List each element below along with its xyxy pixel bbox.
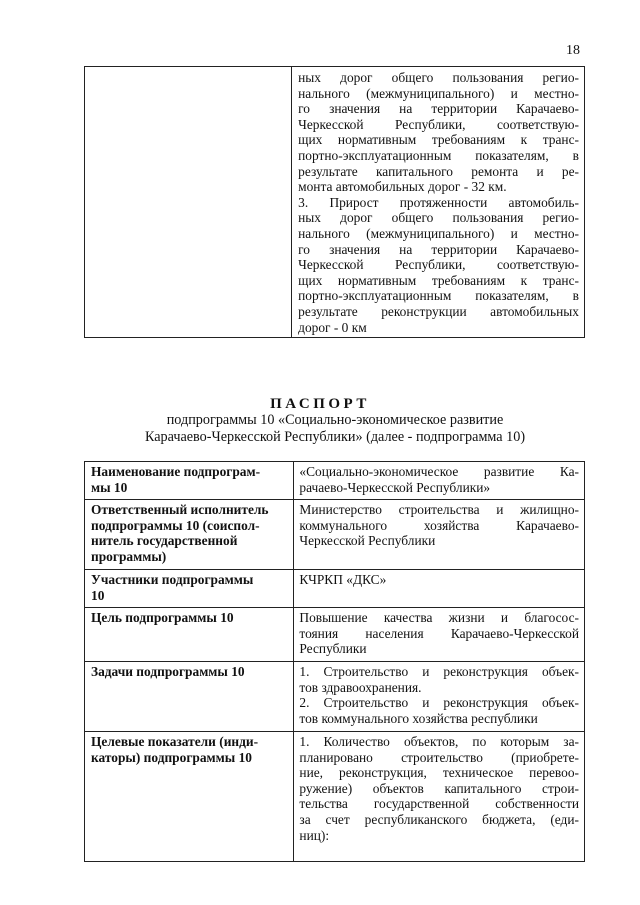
value-line: Министерство строительства и жилищно- <box>299 502 579 517</box>
subtitle-line: Карачаево-Черкесской Республики» (далее - подпрограмма 10) <box>144 429 526 445</box>
value-line: тояния населения Карачаево-Черкесской <box>299 625 579 641</box>
label-line: Целевые показатели (инди- <box>91 734 259 749</box>
subtitle-line: подпрограммы 10 «Социально-экономическое развитие <box>166 412 504 428</box>
label-line: Наименование подпрограм- <box>91 464 261 479</box>
text-line: нального (межмуниципального) и местно- <box>298 225 579 241</box>
value-line: 1. Строительство и реконструкция объек- <box>299 664 579 679</box>
value-line: Республики <box>299 641 367 657</box>
value-line: ние, реконструкция, техническое перевоо- <box>299 765 579 781</box>
text-line: 3. Прирост протяженности автомобиль- <box>298 194 579 210</box>
text-line: нального (межмуниципального) и местно- <box>298 85 579 101</box>
label-line: мы 10 <box>91 479 128 495</box>
label-line: программы) <box>91 548 167 564</box>
text-line: монта автомобильных дорог - 32 км. <box>298 179 507 195</box>
value-line: Черкесской Республики <box>299 533 436 549</box>
value-line: коммунального хозяйства Карачаево- <box>299 517 579 533</box>
value-line: рачаево-Черкесской Республики» <box>299 479 491 495</box>
value-line: ниц): <box>299 827 330 843</box>
row-label <box>85 662 294 732</box>
continuation-table <box>84 66 585 338</box>
label-line: Участники подпрограммы <box>91 572 254 587</box>
value-line: планировано строительство (приобрете- <box>299 749 579 765</box>
text-line: го значения на территории Карачаево- <box>298 241 579 257</box>
row-label <box>85 500 294 570</box>
row-value <box>294 462 585 500</box>
text-line: го значения на территории Карачаево- <box>298 101 579 117</box>
row-label <box>85 608 294 662</box>
row-value <box>294 570 585 608</box>
value-line: Повышение качества жизни и благосос- <box>299 610 579 625</box>
value-line: 1. Количество объектов, по которым за- <box>299 734 579 749</box>
label-line: Задачи подпрограммы 10 <box>91 664 245 679</box>
row-value <box>294 608 585 662</box>
label-line: нитель государственной <box>91 533 238 549</box>
table-row <box>85 462 585 500</box>
row-label <box>85 732 294 862</box>
empty-cell <box>85 67 292 338</box>
row-value <box>294 662 585 732</box>
passport-title: ПАСПОРТ <box>270 396 370 412</box>
value-line: «Социально-экономическое развитие Ка- <box>299 464 579 479</box>
value-line: КЧРКП «ДКС» <box>299 572 387 587</box>
value-line: 2. Строительство и реконструкция объек- <box>299 695 579 711</box>
text-line: результате капитального ремонта и ре- <box>298 163 579 179</box>
row-value <box>294 732 585 862</box>
text-line: результате реконструкции автомобильных <box>298 303 579 319</box>
label-line: Цель подпрограммы 10 <box>91 610 234 625</box>
text-line: щих нормативным требованиям к транс- <box>298 272 579 288</box>
passport-subtitle <box>0 412 640 446</box>
text-line: Черкесской Республики, соответствую- <box>298 257 579 273</box>
table-row <box>85 500 585 570</box>
value-line: тов коммунального хозяйства республики <box>299 710 538 726</box>
value-line: тов здравоохранения. <box>299 679 422 695</box>
table-row <box>85 570 585 608</box>
row-label <box>85 462 294 500</box>
label-line: каторы) подпрограммы 10 <box>91 749 252 765</box>
page-number: 18 <box>566 43 580 58</box>
text-line: щих нормативным требованиям к транс- <box>298 132 579 148</box>
table-row <box>85 662 585 732</box>
value-line: тельства государственной собственности <box>299 796 579 812</box>
value-line: ружение) объектов капитального строи- <box>299 780 579 796</box>
label-line: подпрограммы 10 (соиспол- <box>91 517 260 533</box>
label-line: 10 <box>91 587 105 603</box>
text-line: ных дорог общего пользования регио- <box>298 70 579 85</box>
passport-table <box>84 461 585 862</box>
table-row <box>85 732 585 862</box>
value-line: за счет республиканского бюджета, (еди- <box>299 811 579 827</box>
text-line: ных дорог общего пользования регио- <box>298 210 579 226</box>
table-row <box>85 608 585 662</box>
text-line: Черкесской Республики, соответствую- <box>298 116 579 132</box>
text-line: портно-эксплуатационным показателям, в <box>298 288 579 304</box>
label-line: Ответственный исполнитель <box>91 502 269 517</box>
table-row <box>85 67 585 338</box>
text-line: портно-эксплуатационным показателям, в <box>298 147 579 163</box>
continuation-cell <box>292 67 585 338</box>
row-label <box>85 570 294 608</box>
row-value <box>294 500 585 570</box>
text-line: дорог - 0 км <box>298 319 367 335</box>
